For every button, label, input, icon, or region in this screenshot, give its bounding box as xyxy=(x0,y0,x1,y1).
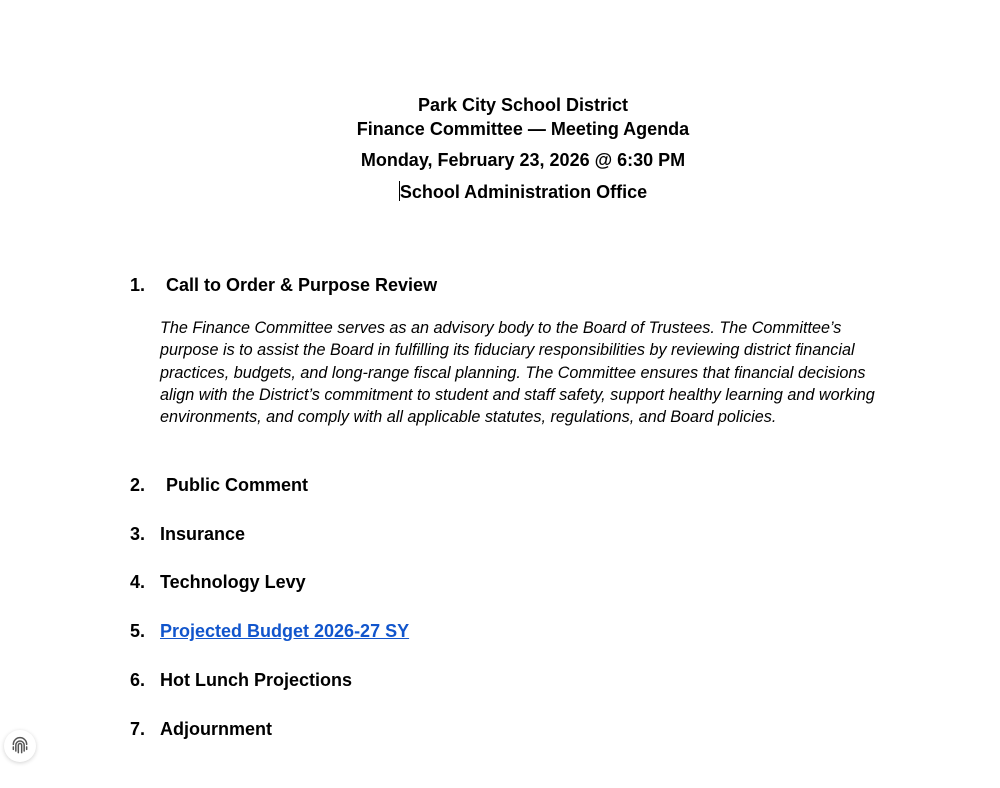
district-name: Park City School District xyxy=(417,95,629,115)
item-number: 3. xyxy=(130,524,146,544)
item-label: Insurance xyxy=(160,524,246,544)
meeting-location: School Administration Office xyxy=(399,182,648,202)
fingerprint-icon xyxy=(10,736,30,756)
agenda-item-6 xyxy=(130,670,352,691)
item-number: 1. xyxy=(130,275,146,295)
meeting-title: Finance Committee — Meeting Agenda xyxy=(356,119,690,139)
item-label: Adjournment xyxy=(160,719,272,739)
item-number: 5. xyxy=(130,621,146,641)
item-label: Public Comment xyxy=(166,475,309,495)
item-label: Call to Order & Purpose Review xyxy=(166,275,438,295)
agenda-item-3 xyxy=(130,524,245,545)
item-number: 4. xyxy=(130,572,146,592)
meeting-location-line xyxy=(0,181,1000,203)
agenda-item-1 xyxy=(130,275,437,296)
item-number: 6. xyxy=(130,670,146,690)
agenda-item-5 xyxy=(130,621,409,642)
fingerprint-button[interactable] xyxy=(4,730,36,762)
purpose-description: The Finance Committee serves as an advisory body to the Board of Trustees. The Committee’s purpose is to assist the Board in fulfilling its fiduciary responsibilities by reviewing district financial practices, budgets, and long-range fiscal planning. The Committee ensures that financial decisions align with the District’s commitment to student and staff safety, support healthy learning and working environments, and comply with all applicable statutes, regulations, and Board policies. xyxy=(160,319,875,427)
item-number: 7. xyxy=(130,719,146,739)
agenda-item-4 xyxy=(130,572,306,593)
meeting-datetime: Monday, February 23, 2026 @ 6:30 PM xyxy=(360,150,686,170)
projected-budget-link[interactable]: Projected Budget 2026-27 SY xyxy=(160,621,410,641)
item-label: Technology Levy xyxy=(160,572,306,592)
item-label: Hot Lunch Projections xyxy=(160,670,353,690)
item-number: 2. xyxy=(130,475,146,495)
agenda-item-2 xyxy=(130,475,308,496)
agenda-item-7 xyxy=(130,719,272,740)
